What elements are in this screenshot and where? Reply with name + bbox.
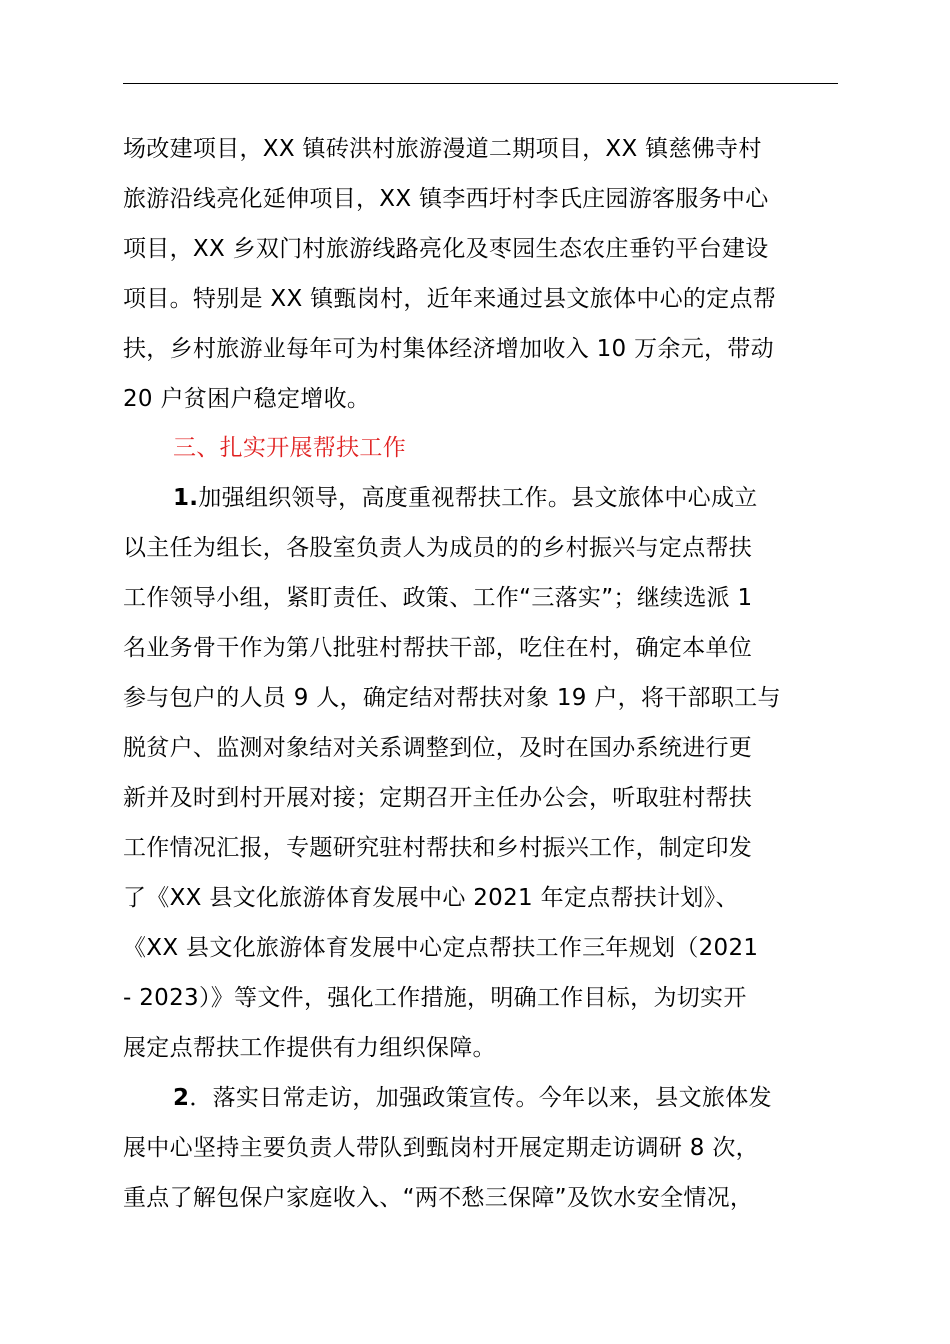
paragraph-line: - 2023）》等文件，强化工作措施，明确工作目标，为切实开	[123, 985, 747, 1011]
paragraph-line	[173, 483, 893, 513]
paragraph-line: 以主任为组长，各股室负责人为成员的的乡村振兴与定点帮扶	[123, 535, 753, 561]
paragraph-line: 场改建项目，XX 镇砖洪村旅游漫道二期项目，XX 镇慈佛寺村	[123, 136, 762, 162]
paragraph-line: 新并及时到村开展对接；定期召开主任办公会，听取驻村帮扶	[123, 785, 753, 811]
paragraph-line: 旅游沿线亮化延伸项目，XX 镇李西圩村李氏庄园游客服务中心	[123, 186, 769, 212]
item-number: 1.	[173, 485, 199, 511]
paragraph-line: 脱贫户、监测对象结对关系调整到位，及时在国办系统进行更	[123, 735, 753, 761]
paragraph-line	[173, 1083, 893, 1113]
paragraph-line: 展定点帮扶工作提供有力组织保障。	[123, 1035, 496, 1061]
paragraph-line: 重点了解包保户家庭收入、“两不愁三保障”及饮水安全情况，	[123, 1185, 754, 1211]
item-number: 2	[173, 1085, 190, 1111]
paragraph-text: 加强组织领导，高度重视帮扶工作。县文旅体中心成立	[198, 485, 758, 511]
paragraph-line: 工作领导小组，紧盯责任、政策、工作“三落实”；继续选派 1	[123, 585, 753, 611]
paragraph-text: ．落实日常走访，加强政策宣传。今年以来，县文旅体发	[189, 1085, 772, 1111]
header-rule	[123, 83, 838, 84]
paragraph-line: 展中心坚持主要负责人带队到甄岗村开展定期走访调研 8 次，	[123, 1135, 759, 1161]
paragraph-line: 参与包户的人员 9 人，确定结对帮扶对象 19 户，将干部职工与	[123, 685, 781, 711]
paragraph-line: 《XX 县文化旅游体育发展中心定点帮扶工作三年规划（2021	[123, 935, 759, 961]
section-heading: 三、扎实开展帮扶工作	[173, 435, 406, 461]
paragraph-line: 工作情况汇报，专题研究驻村帮扶和乡村振兴工作，制定印发	[123, 835, 753, 861]
paragraph-line: 项目，XX 乡双门村旅游线路亮化及枣园生态农庄垂钓平台建设	[123, 236, 769, 262]
paragraph-line: 名业务骨干作为第八批驻村帮扶干部，吃住在村，确定本单位	[123, 635, 753, 661]
paragraph-line: 了《XX 县文化旅游体育发展中心 2021 年定点帮扶计划》、	[123, 885, 739, 911]
paragraph-line: 扶，乡村旅游业每年可为村集体经济增加收入 10 万余元，带动	[123, 336, 774, 362]
paragraph-line: 20 户贫困户稳定增收。	[123, 386, 371, 412]
paragraph-line: 项目。特别是 XX 镇甄岗村，近年来通过县文旅体中心的定点帮	[123, 286, 777, 312]
